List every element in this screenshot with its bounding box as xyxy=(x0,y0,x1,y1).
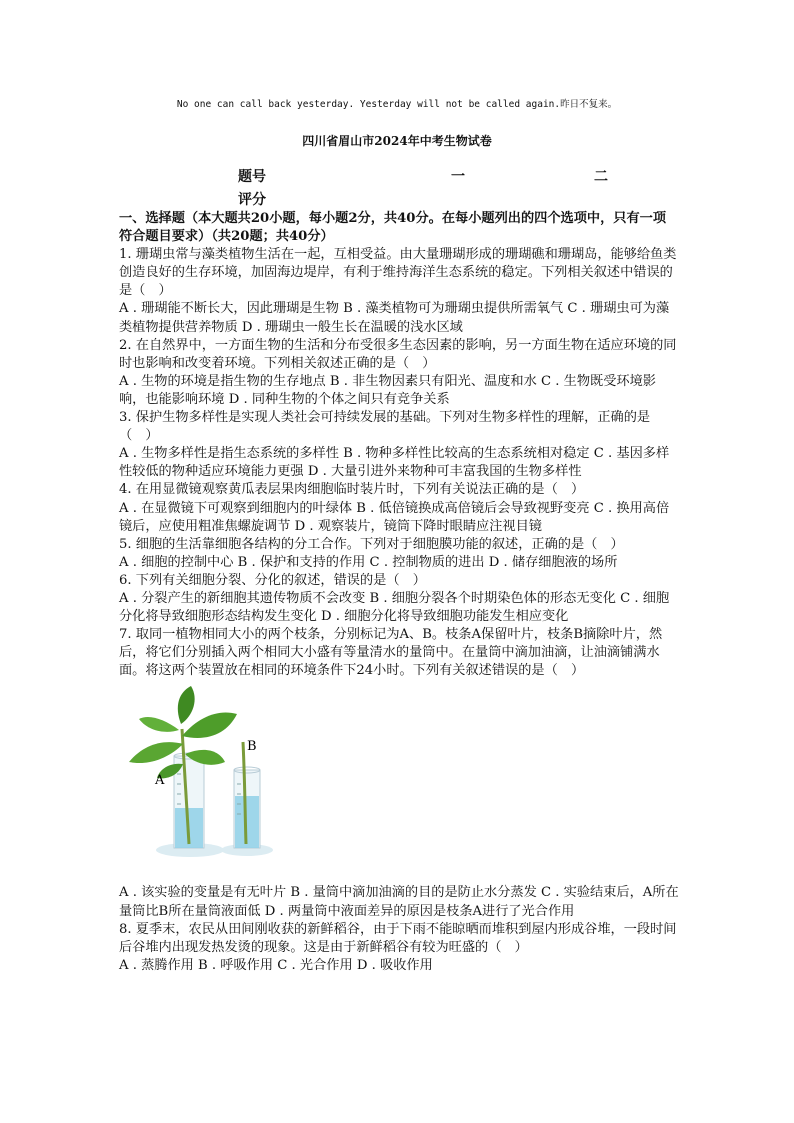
exam-content xyxy=(119,210,679,975)
question-6-stem: 6. 下列有关细胞分裂、分化的叙述，错误的是（ ） xyxy=(119,572,426,588)
label-a: A xyxy=(155,773,165,789)
question-7-stem: 7. 取同一植物相同大小的两个枝条，分别标记为A、B。枝条A保留叶片，枝条B摘除叶片，然后，将它们分别插入两个相同大小盛有等量清水的量筒中。在量筒中滴加油滴，让油滴铺满水面。将这两个装置放在相同的环境条件下24小时。下列有关叙述错误的是（ ） xyxy=(119,627,663,679)
header-motto: No one can call back yesterday. Yesterday will not be called again.昨日不复来。 xyxy=(176,99,618,110)
question-8-options: A . 蒸腾作用 B . 呼吸作用 C . 光合作用 D . 吸收作用 xyxy=(119,957,433,973)
label-b: B xyxy=(247,739,257,755)
question-5-options: A . 细胞的控制中心 B . 保护和支持的作用 C . 控制物质的进出 D . 储存细胞液的场所 xyxy=(119,554,618,570)
plant-cuttings-illustration xyxy=(119,684,419,882)
question-4-stem: 4. 在用显微镜观察黄瓜表层果肉细胞临时装片时，下列有关说法正确的是（ ） xyxy=(119,482,585,498)
score-col-2: 二 xyxy=(594,169,608,185)
question-4-options: A . 在显微镜下可观察到细胞内的叶绿体 B . 低倍镜换成高倍镜后会导致视野变亮 C . 换用高倍镜后，应使用粗准焦螺旋调节 D . 观察装片，镜筒下降时眼睛应注视目镜 xyxy=(119,500,670,534)
score-col-label: 题号 xyxy=(238,169,266,185)
question-2-options: A . 生物的环境是指生物的生存地点 B . 非生物因素只有阳光、温度和水 C . 生物既受环境影响，也能影响环境 D . 同种生物的个体之间只有竞争关系 xyxy=(119,373,656,407)
page-title: 四川省眉山市2024年中考生物试卷 xyxy=(302,134,492,148)
question-2-stem: 2. 在自然界中，一方面生物的生活和分布受很多生态因素的影响，另一方面生物在适应环境的同时也影响和改变着环境。下列相关叙述正确的是（ ） xyxy=(119,337,677,371)
score-col-1: 一 xyxy=(451,169,465,185)
section-heading: 一、选择题（本大题共20小题，每小题2分，共40分。在每小题列出的四个选项中，只有一项符合题目要求）（共20题；共40分） xyxy=(119,211,667,245)
question-8-stem: 8. 夏季末，农民从田间刚收获的新鲜稻谷，由于下雨不能晾晒而堆积到屋内形成谷堆，一段时间后谷堆内出现发热发烫的现象。这是由于新鲜稻谷有较为旺盛的（ ） xyxy=(119,921,677,955)
question-1-options: A . 珊瑚能不断长大，因此珊瑚是生物 B . 藻类植物可为珊瑚虫提供所需氧气 C . 珊瑚虫可为藻类植物提供营养物质 D . 珊瑚虫一般生长在温暖的浅水区域 xyxy=(119,301,670,335)
question-7-options: A . 该实验的变量是有无叶片 B . 量筒中滴加油滴的目的是防止水分蒸发 C . 实验结束后，A所在量筒比B所在量筒液面低 D . 两量筒中液面差异的原因是枝条A进行了光合作用 xyxy=(119,885,679,919)
question-5-stem: 5. 细胞的生活靠细胞各结构的分工合作。下列对于细胞膜功能的叙述，正确的是（ ） xyxy=(119,536,624,552)
score-row-label: 评分 xyxy=(238,192,266,208)
question-1-stem: 1. 珊瑚虫常与藻类植物生活在一起，互相受益。由大量珊瑚形成的珊瑚礁和珊瑚岛，能够给鱼类创造良好的生存环境，加固海边堤岸，有利于维持海洋生态系统的稳定。下列相关叙述中错误的是（ ） xyxy=(119,247,677,299)
question-6-options: A . 分裂产生的新细胞其遗传物质不会改变 B . 细胞分裂各个时期染色体的形态无变化 C . 细胞分化将导致细胞形态结构发生变化 D . 细胞分化将导致细胞功能发生相应变化 xyxy=(119,590,670,625)
question-3-options: A . 生物多样性是指生态系统的多样性 B . 物种多样性比较高的生态系统相对稳定 C . 基因多样性较低的物种适应环境能力更强 D . 大量引进外来物种可丰富我国的生物多样性 xyxy=(119,446,670,480)
question-7-figure xyxy=(119,684,679,882)
question-3-stem: 3. 保护生物多样性是实现人类社会可持续发展的基础。下列对生物多样性的理解，正确的是（ ） xyxy=(119,410,651,444)
